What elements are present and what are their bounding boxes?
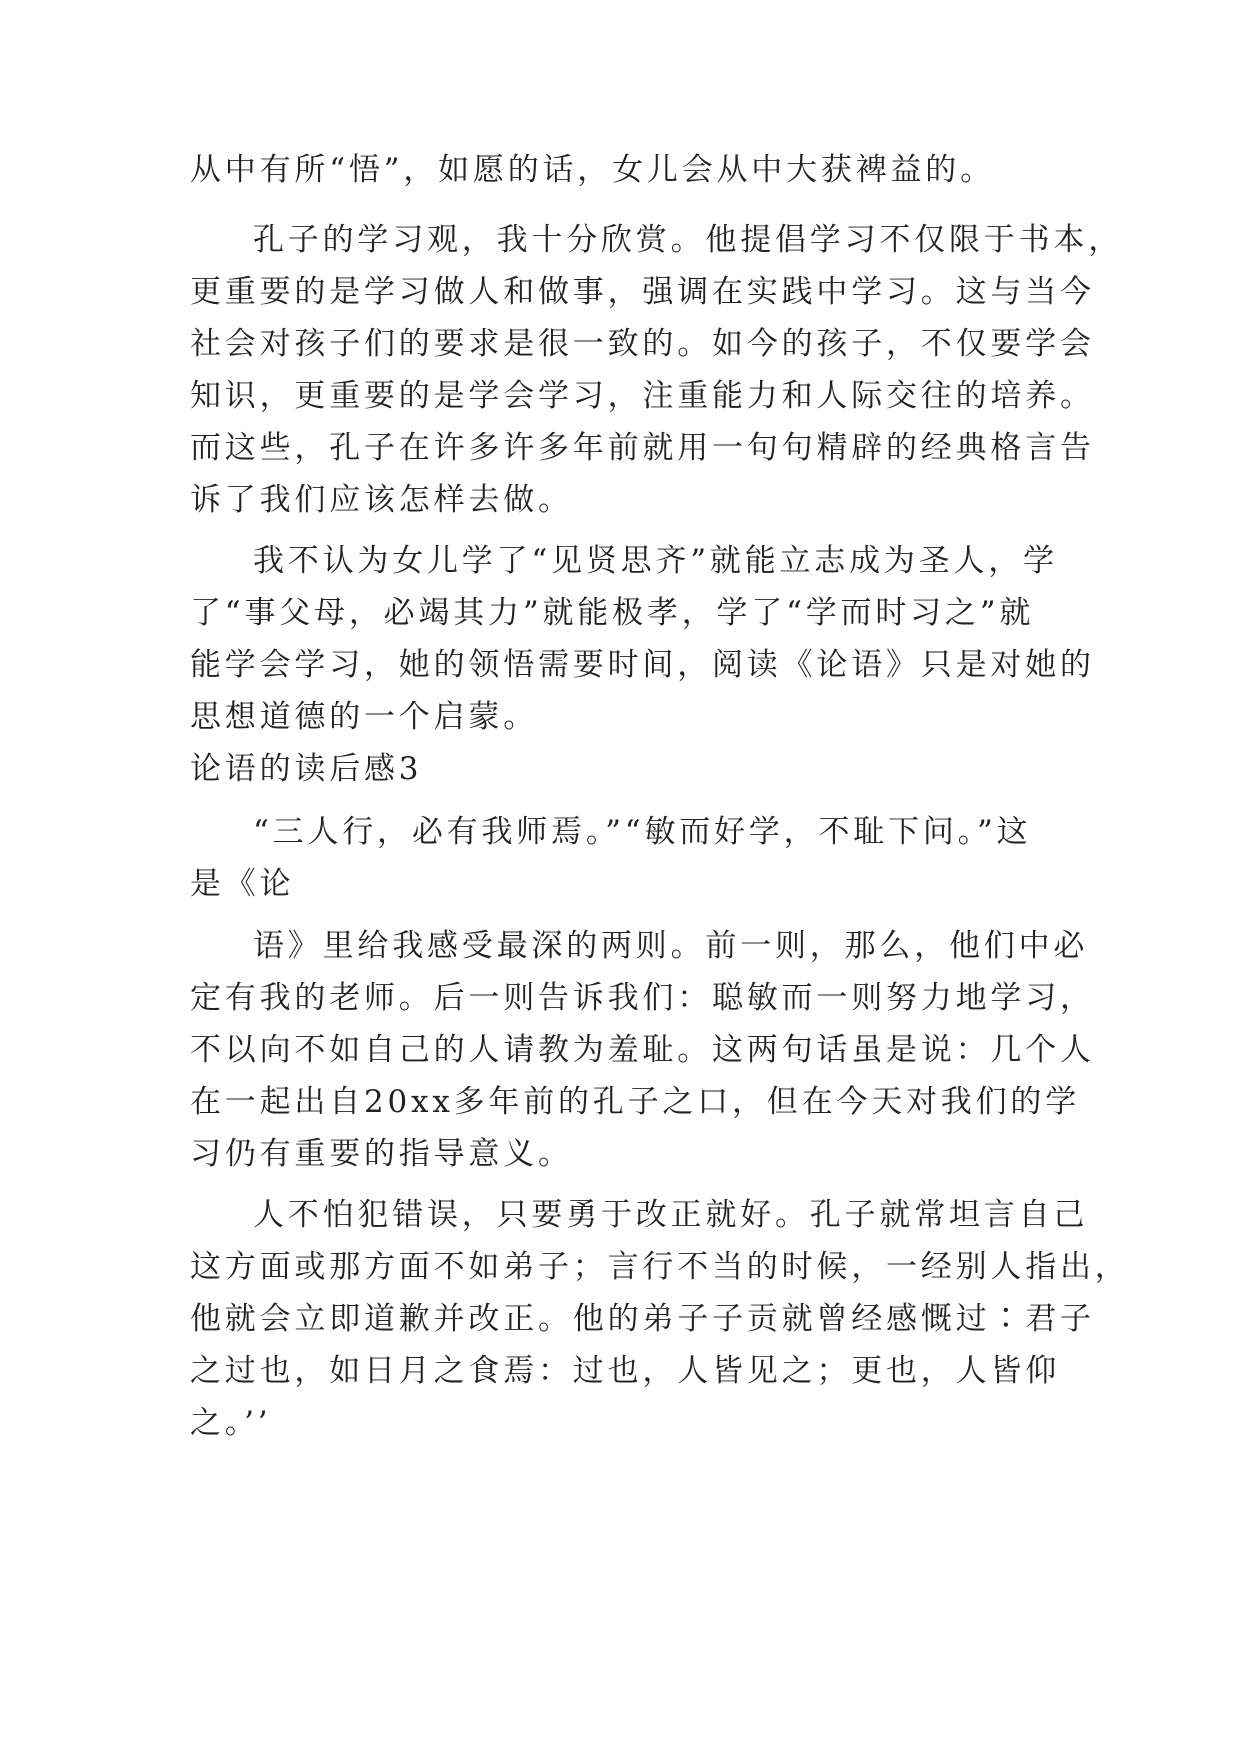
text-line: 他就会立即道歉并改正。他的弟子子贡就曾经感慨过∶君子 bbox=[190, 1301, 1095, 1337]
text-line: 之过也，如日月之食焉：过也，人皆见之；更也，人皆仰 bbox=[190, 1353, 1060, 1389]
text-line: 能学会学习，她的领悟需要时间，阅读《论语》只是对她的 bbox=[190, 647, 1095, 683]
text-line: 语》里给我感受最深的两则。前一则，那么，他们中必 bbox=[253, 928, 1089, 964]
section-heading: 论语的读后感3 bbox=[190, 751, 423, 787]
text-line: “三人行，必有我师焉。”“敏而好学，不耻下问。”这 bbox=[253, 814, 1032, 850]
text-line: 这方面或那方面不如弟子；言行不当的时候，一经别人指出， bbox=[190, 1249, 1130, 1285]
text-line: 人不怕犯错误，只要勇于改正就好。孔子就常坦言自己 bbox=[253, 1197, 1089, 1233]
text-line: 不以向不如自己的人请教为羞耻。这两句话虽是说：几个人 bbox=[190, 1032, 1095, 1068]
text-line: 我不认为女儿学了“见贤思齐”就能立志成为圣人，学 bbox=[253, 543, 1058, 579]
text-line: 了“事父母，必竭其力”就能极孝，学了“学而时习之”就 bbox=[190, 595, 1035, 631]
text-line: 孔子的学习观，我十分欣赏。他提倡学习不仅限于书本， bbox=[253, 222, 1123, 258]
text-line: 知识，更重要的是学会学习，注重能力和人际交往的培养。 bbox=[190, 378, 1095, 414]
text-line: 习仍有重要的指导意义。 bbox=[190, 1136, 573, 1172]
text-line: 社会对孩子们的要求是很一致的。如今的孩子，不仅要学会 bbox=[190, 326, 1095, 362]
text-line: 定有我的老师。后一则告诉我们：聪敏而一则努力地学习， bbox=[190, 980, 1095, 1016]
text-line: 而这些，孔子在许多许多年前就用一句句精辟的经典格言告 bbox=[190, 430, 1095, 466]
text-line: 更重要的是学习做人和做事，强调在实践中学习。这与当今 bbox=[190, 274, 1095, 310]
text-line: 是《论 bbox=[190, 866, 295, 902]
text-line: 诉了我们应该怎样去做。 bbox=[190, 482, 573, 518]
text-line: 从中有所“悟”，如愿的话，女儿会从中大获裨益的。 bbox=[190, 152, 995, 188]
text-line: 在一起出自20xx多年前的孔子之口，但在今天对我们的学 bbox=[190, 1084, 1081, 1120]
text-line: 之。’’ bbox=[190, 1405, 272, 1441]
text-line: 思想道德的一个启蒙。 bbox=[190, 699, 538, 735]
